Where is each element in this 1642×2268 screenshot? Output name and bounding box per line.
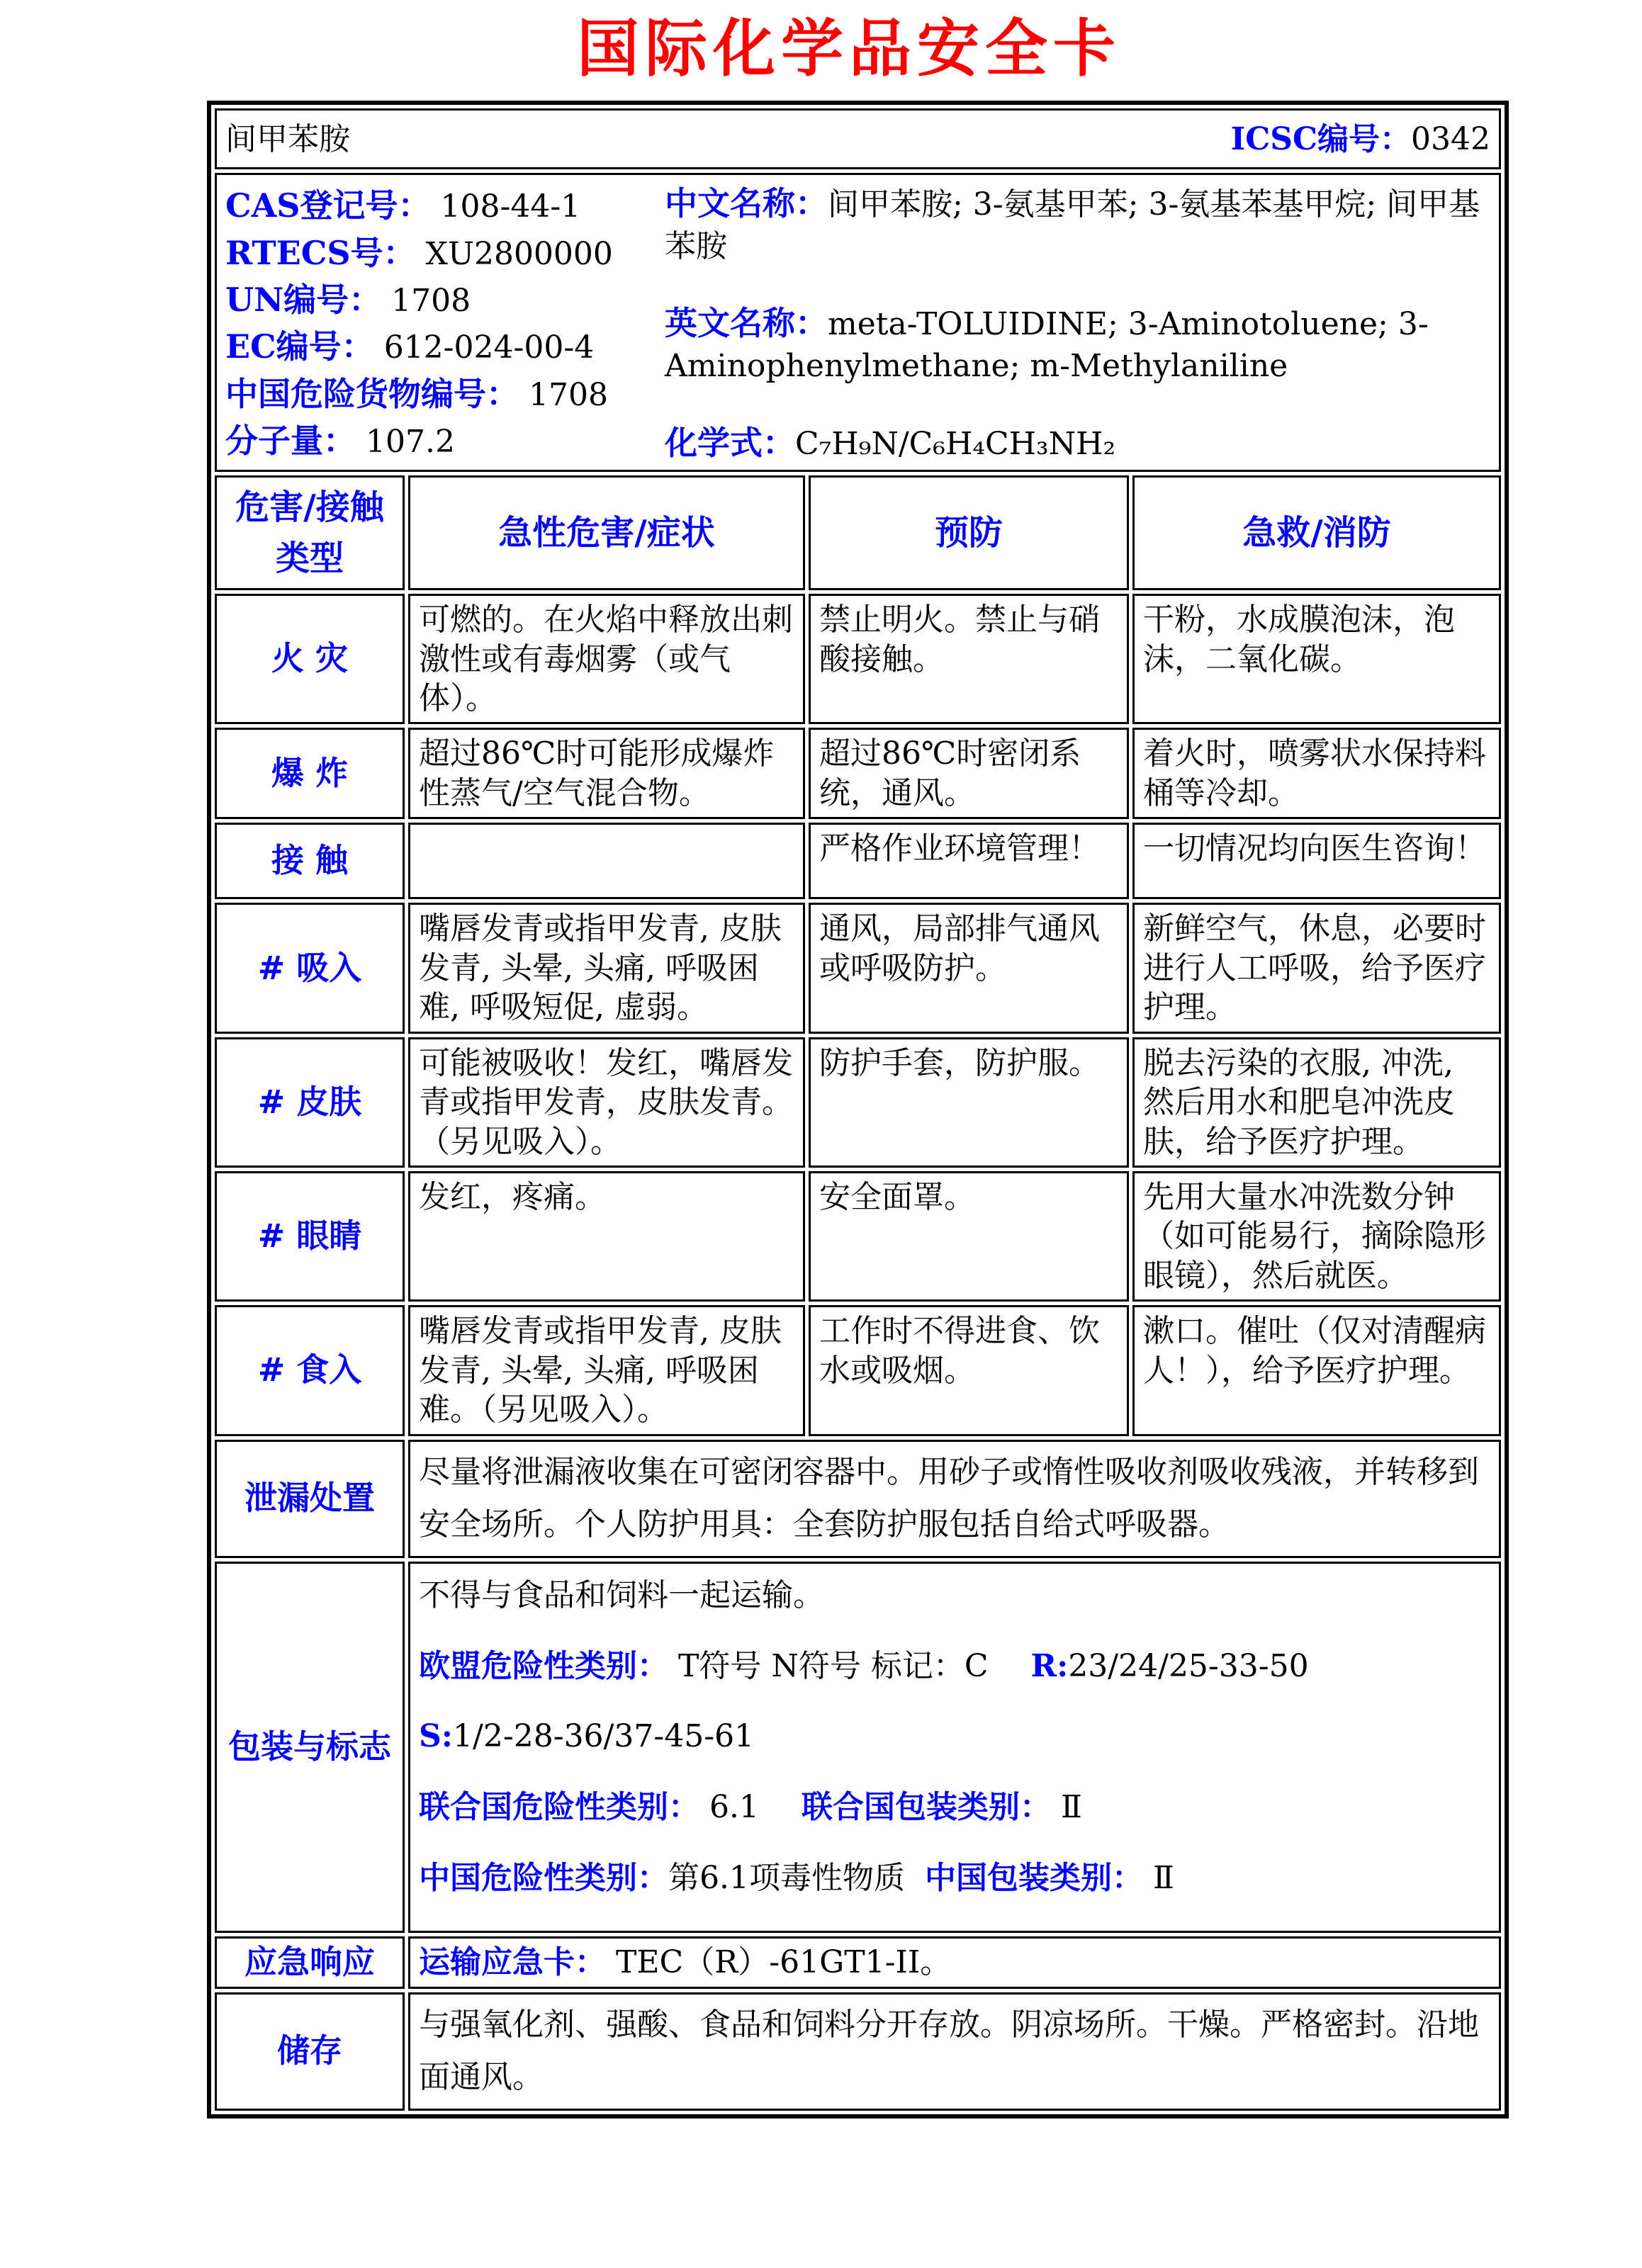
english-name-label: 英文名称： [665,304,828,343]
identifier-row-molweight [225,417,665,464]
un-class-label: 联合国危险性类别： [419,1788,699,1825]
formula-value: C₇H₉N/C₆H₄CH₃NH₂ [795,426,1116,463]
substance-header-cell [215,108,1501,169]
chinese-name-label: 中文名称： [665,184,828,223]
ec-value: 612-024-00-4 [383,329,595,366]
identifier-row-ec [225,323,665,370]
names-list [665,179,1490,466]
explosion-prevention-cell: 超过86℃时密闭系统，通风。 [809,728,1129,819]
un-value: 1708 [391,283,471,320]
r-phrases-label: R: [1030,1647,1069,1684]
page-title: 国际化学品安全卡 [576,11,1121,85]
un-class-value: 6.1 [709,1788,759,1825]
contact-first-aid-cell: 一切情况均向医生咨询！ [1132,823,1501,899]
eu-class-value: T符号 N符号 标记：C [678,1647,989,1684]
eyes-first-aid-cell: 先用大量水冲洗数分钟（如可能易行，摘除隐形眼镜），然后就医。 [1132,1171,1501,1302]
skin-first-aid-cell: 脱去污染的衣服, 冲洗, 然后用水和肥皂冲洗皮肤，给予医疗护理。 [1132,1037,1501,1168]
spill-text-cell: 尽量将泄漏液收集在可密闭容器中。用砂子或惰性吸收剂吸收残液，并转移到安全场所。个人防护用具：全套防护服包括自给式呼吸器。 [408,1440,1501,1559]
emergency-label: 应急响应 [215,1936,405,1988]
cas-label: CAS登记号： [225,186,431,225]
cn-classification-line [419,1856,1490,1900]
ingestion-prevention-cell: 工作时不得进食、饮水或吸烟。 [809,1305,1129,1435]
col-header-first-aid: 急救/消防 [1132,475,1501,590]
skin-type-label: # 皮肤 [215,1037,405,1168]
cas-value: 108-44-1 [440,188,581,225]
english-name-group [665,302,1490,388]
hazard-row-inhalation [215,903,1501,1033]
packaging-label: 包装与标志 [215,1562,405,1933]
inhalation-symptoms-cell: 嘴唇发青或指甲发青, 皮肤发青, 头晕, 头痛, 呼吸困难, 呼吸短促, 虚弱。 [408,903,805,1033]
inhalation-first-aid-cell: 新鲜空气，休息，必要时进行人工呼吸，给予医疗护理。 [1132,903,1501,1033]
skin-prevention-cell: 防护手套，防护服。 [809,1037,1129,1168]
ec-label: EC编号： [225,327,374,366]
identifier-row-un [225,276,665,323]
explosion-type-label: 爆 炸 [215,728,405,819]
storage-label: 储存 [215,1992,405,2111]
cn-pack-label: 中国包装类别： [924,1859,1143,1896]
col-header-hazard-type: 危害/接触类型 [215,475,405,590]
contact-symptoms-cell [408,823,805,899]
fire-prevention-cell: 禁止明火。禁止与硝酸接触。 [809,594,1129,724]
english-name-value: meta-TOLUIDINE; 3-Aminotoluene; 3-Aminophenylmethane; m-Methylaniline [665,306,1429,385]
hazard-row-contact [215,823,1501,899]
transport-card-value: TEC（R）-61GT1-II。 [616,1944,952,1981]
fire-first-aid-cell: 干粉，水成膜泡沫，泡沫，二氧化碳。 [1132,594,1501,724]
storage-row [215,1992,1501,2111]
contact-type-label: 接 触 [215,823,405,899]
explosion-symptoms-cell: 超过86℃时可能形成爆炸性蒸气/空气混合物。 [408,728,805,819]
hazard-row-fire [215,594,1501,724]
eyes-type-label: # 眼睛 [215,1171,405,1302]
contact-prevention-cell: 严格作业环境管理！ [809,823,1129,899]
fire-symptoms-cell: 可燃的。在火焰中释放出刺激性或有毒烟雾（或气体）。 [408,594,805,724]
identifier-row-cas [225,182,665,229]
ingestion-type-label: # 食入 [215,1305,405,1435]
s-phrases-label: S: [419,1718,454,1755]
china-dg-label: 中国危险货物编号： [225,374,519,413]
hazard-row-explosion [215,728,1501,819]
packaging-content-cell [408,1562,1501,1933]
col-header-symptoms: 急性危害/症状 [408,475,805,590]
un-classification-line [419,1785,1490,1829]
formula-group [665,422,1490,466]
r-phrases-value: 23/24/25-33-50 [1068,1647,1309,1684]
hazard-row-ingestion [215,1305,1501,1435]
ingestion-first-aid-cell: 漱口。催吐（仅对清醒病人！），给予医疗护理。 [1132,1305,1501,1435]
china-dg-value: 1708 [529,376,608,413]
eu-class-label: 欧盟危险性类别： [419,1647,668,1684]
transport-card-label: 运输应急卡： [419,1944,606,1981]
substance-name: 间甲苯胺 [225,120,350,157]
skin-symptoms-cell: 可能被吸收！发红，嘴唇发青或指甲发青，皮肤发青。（另见吸入）。 [408,1037,805,1168]
eyes-prevention-cell: 安全面罩。 [809,1171,1129,1302]
rtecs-value: XU2800000 [425,235,613,272]
spill-label: 泄漏处置 [215,1440,405,1559]
col-header-prevention: 预防 [809,475,1129,590]
s-phrases-value: 1/2-28-36/37-45-61 [453,1718,755,1755]
s-phrases-line [419,1715,1490,1759]
substance-header-row [215,108,1501,169]
cn-class-label: 中国危险性类别： [419,1859,668,1896]
spill-row [215,1440,1501,1559]
emergency-content-cell [408,1936,1501,1988]
emergency-row [215,1936,1501,1988]
identifier-row-rtecs [225,230,665,276]
packaging-row [215,1562,1501,1933]
formula-label: 化学式： [665,424,795,463]
storage-text-cell: 与强氧化剂、强酸、食品和饲料分开存放。阴凉场所。干燥。严格密封。沿地面通风。 [408,1992,1501,2111]
un-pack-label: 联合国包装类别： [801,1788,1051,1825]
chinese-name-group [665,182,1490,268]
ingestion-symptoms-cell: 嘴唇发青或指甲发青, 皮肤发青, 头晕, 头痛, 呼吸困难。（另见吸入）。 [408,1305,805,1435]
hazard-row-skin [215,1037,1501,1168]
safety-card-table [207,101,1509,2119]
eyes-symptoms-cell: 发红，疼痛。 [408,1171,805,1302]
un-pack-value: Ⅱ [1060,1788,1082,1825]
info-row [215,173,1501,472]
icsc-number [1231,120,1490,159]
rtecs-label: RTECS号： [225,233,416,272]
info-cell [215,173,1501,472]
icsc-number-value: 0342 [1411,120,1491,157]
cn-class-value: 第6.1项毒性物质 [668,1859,905,1896]
molweight-value: 107.2 [366,424,455,461]
fire-type-label: 火 灾 [215,594,405,724]
eu-classification-line [419,1644,1490,1688]
hazard-row-eyes [215,1171,1501,1302]
column-header-row [215,475,1501,590]
transport-note: 不得与食品和饲料一起运输。 [419,1577,824,1614]
molweight-label: 分子量： [225,422,356,461]
cn-pack-value: Ⅱ [1152,1859,1174,1896]
chinese-name-value: 间甲苯胺; 3-氨基甲苯; 3-氨基苯基甲烷; 间甲基苯胺 [665,186,1480,265]
inhalation-type-label: # 吸入 [215,903,405,1033]
inhalation-prevention-cell: 通风，局部排气通风或呼吸防护。 [809,903,1129,1033]
identifier-list [225,179,665,464]
un-label: UN编号： [225,281,382,320]
explosion-first-aid-cell: 着火时，喷雾状水保持料桶等冷却。 [1132,728,1501,819]
identifier-row-china-dg [225,371,665,417]
icsc-number-label: ICSC编号： [1230,120,1412,157]
